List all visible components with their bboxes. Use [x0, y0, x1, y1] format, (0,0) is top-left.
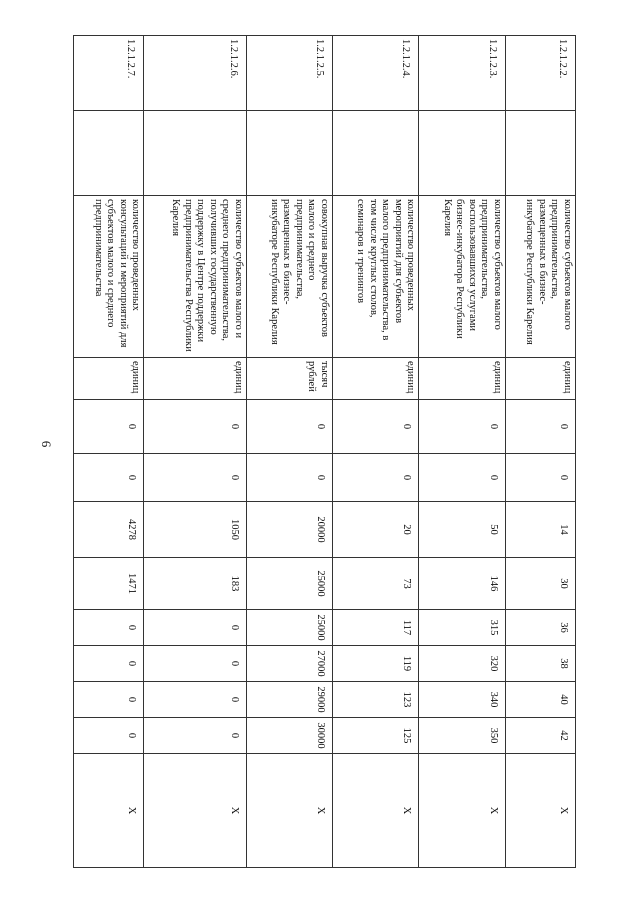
row-value: 315: [419, 610, 505, 646]
row-value: 36: [505, 610, 575, 646]
row-value: 146: [419, 558, 505, 610]
row-value: 119: [333, 646, 419, 682]
row-value: 0: [144, 682, 246, 718]
row-unit: тысяч рублей: [246, 358, 332, 400]
row-code: 1.2.1.2.5.: [246, 36, 332, 111]
row-value: 0: [74, 610, 144, 646]
row-mark: Х: [144, 754, 246, 868]
row-value: 0: [333, 454, 419, 502]
row-value: 42: [505, 718, 575, 754]
row-code: 1.2.1.2.2.: [505, 36, 575, 111]
row-value: 20: [333, 502, 419, 558]
row-value: 50: [419, 502, 505, 558]
page-number: 6: [39, 440, 54, 448]
indicators-table: [73, 35, 576, 868]
row-value: 0: [144, 610, 246, 646]
row-mark: Х: [333, 754, 419, 868]
row-unit: единиц: [74, 358, 144, 400]
row-value: 30000: [246, 718, 332, 754]
row-value: 0: [74, 682, 144, 718]
row-indicator-text: количество проведенных мероприятий для субъектов малого предпринимательства, в том числе круглых столов, семинаров и тренингов: [333, 196, 419, 358]
row-value: 25000: [246, 610, 332, 646]
row-value: 0: [74, 718, 144, 754]
row-value: 27000: [246, 646, 332, 682]
row-mark: Х: [74, 754, 144, 868]
row-value: 0: [505, 454, 575, 502]
row-code: 1.2.1.2.3.: [419, 36, 505, 111]
row-indicator-text: совокупная выручка субъектов малого и среднего предпринимательства, размещенных в бизнес-инкубаторе Республики Карелия: [246, 196, 332, 358]
row-value: 0: [246, 400, 332, 454]
row-value: 40: [505, 682, 575, 718]
row-unit: единиц: [144, 358, 246, 400]
row-unit: единиц: [505, 358, 575, 400]
row-value: 0: [74, 646, 144, 682]
row-value: 1050: [144, 502, 246, 558]
row-unit: единиц: [333, 358, 419, 400]
row-value: 0: [419, 400, 505, 454]
row-value: 0: [144, 646, 246, 682]
row-value: 0: [333, 400, 419, 454]
rotated-table-container: [73, 35, 576, 867]
row-code: 1.2.1.2.6.: [144, 36, 246, 111]
row-mark: Х: [419, 754, 505, 868]
table-row: [333, 36, 419, 868]
row-indicator-text: количество субъектов малого и среднего предпринимательства, получивших государственную поддержку в Центре поддержки предпринимательства Республики Карелия: [144, 196, 246, 358]
row-value: 350: [419, 718, 505, 754]
row-value: 20000: [246, 502, 332, 558]
row-code: 1.2.1.2.4.: [333, 36, 419, 111]
row-value: 117: [333, 610, 419, 646]
row-value: 0: [144, 718, 246, 754]
table-row: [246, 36, 332, 868]
row-indicator-text: количество проведенных консультаций и мероприятий для субъектов малого и среднего предпринимательства: [74, 196, 144, 358]
row-value: 0: [144, 454, 246, 502]
row-empty-cell: [505, 111, 575, 196]
row-value: 0: [505, 400, 575, 454]
row-value: 125: [333, 718, 419, 754]
row-value: 0: [144, 400, 246, 454]
row-unit: единиц: [419, 358, 505, 400]
table-row: [74, 36, 144, 868]
table-row: [419, 36, 505, 868]
row-mark: Х: [246, 754, 332, 868]
row-mark: Х: [505, 754, 575, 868]
row-value: 29000: [246, 682, 332, 718]
row-indicator-text: количество субъектов малого предпринимательства, размещенных в бизнес-инкубаторе Республики Карелия: [505, 196, 575, 358]
row-value: 30: [505, 558, 575, 610]
row-empty-cell: [419, 111, 505, 196]
row-value: 0: [74, 454, 144, 502]
row-empty-cell: [333, 111, 419, 196]
row-empty-cell: [144, 111, 246, 196]
row-value: 14: [505, 502, 575, 558]
table-row: [144, 36, 246, 868]
row-value: 183: [144, 558, 246, 610]
row-value: 73: [333, 558, 419, 610]
row-value: 320: [419, 646, 505, 682]
row-value: 1471: [74, 558, 144, 610]
row-value: 0: [419, 454, 505, 502]
row-value: 123: [333, 682, 419, 718]
row-value: 25000: [246, 558, 332, 610]
row-empty-cell: [74, 111, 144, 196]
row-value: 38: [505, 646, 575, 682]
row-value: 340: [419, 682, 505, 718]
row-value: 0: [74, 400, 144, 454]
row-value: 4278: [74, 502, 144, 558]
row-code: 1.2.1.2.7.: [74, 36, 144, 111]
row-indicator-text: количество субъектов малого предпринимательства, воспользовавшихся услугами бизнес-инкубатора Республики Карелия: [419, 196, 505, 358]
table-row: [505, 36, 575, 868]
row-value: 0: [246, 454, 332, 502]
row-empty-cell: [246, 111, 332, 196]
